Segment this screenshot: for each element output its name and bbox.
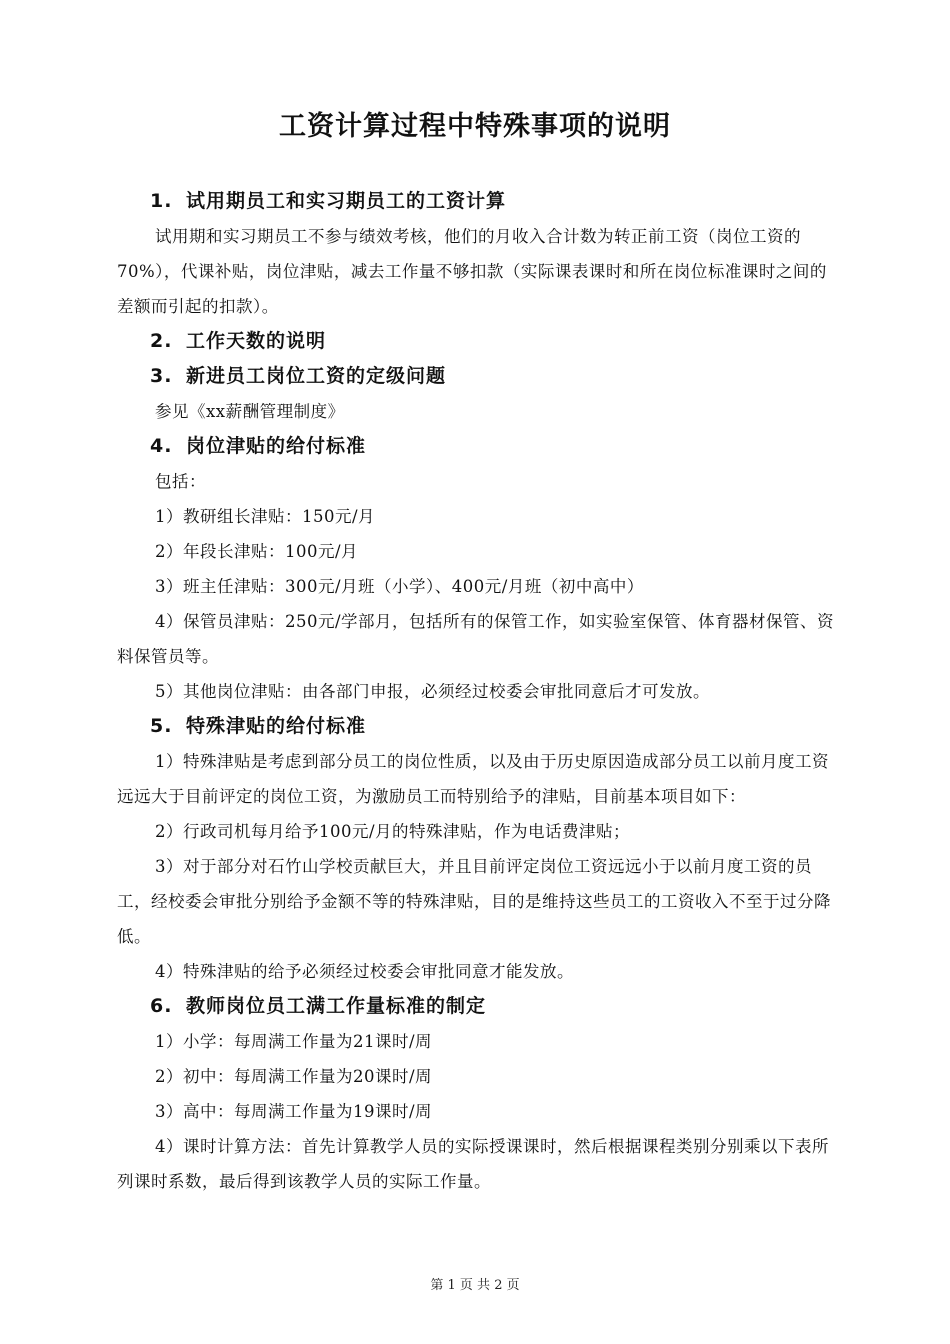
list-item: 3）高中：每周满工作量为19课时/周 xyxy=(155,1102,433,1121)
section-heading-text: 特殊津贴的给付标准 xyxy=(186,715,367,737)
list-item: 1）教研组长津贴：150元/月 xyxy=(155,507,376,526)
list-item: 4）保管员津贴：250元/学部月，包括所有的保管工作，如实验室保管、体育器材保管、资料保管员等。 xyxy=(117,612,835,666)
document-title: 工资计算过程中特殊事项的说明 xyxy=(279,111,671,142)
section-3-paragraph: 参见《xx薪酬管理制度》 xyxy=(155,402,345,421)
section-5-heading xyxy=(117,709,835,744)
section-number: 2. xyxy=(150,330,173,352)
page-footer: 第 1 页 共 2 页 xyxy=(430,1278,520,1293)
section-number: 4. xyxy=(150,435,173,457)
document-body xyxy=(117,184,835,1199)
section-6-heading xyxy=(117,989,835,1024)
section-1-heading xyxy=(117,184,835,219)
section-1-paragraph: 试用期和实习期员工不参与绩效考核，他们的月收入合计数为转正前工资（岗位工资的70%），代课补贴，岗位津贴，减去工作量不够扣款（实际课表课时和所在岗位标准课时之间的差额而引起的扣款）。 xyxy=(117,227,827,316)
section-number: 3. xyxy=(150,365,173,387)
section-4-intro: 包括： xyxy=(155,472,206,491)
list-item: 4）特殊津贴的给予必须经过校委会审批同意才能发放。 xyxy=(155,962,574,981)
list-item: 2）年段长津贴：100元/月 xyxy=(155,542,359,561)
section-number: 1. xyxy=(150,190,173,212)
section-heading-text: 试用期员工和实习期员工的工资计算 xyxy=(186,190,507,212)
list-item: 5）其他岗位津贴：由各部门申报，必须经过校委会审批同意后才可发放。 xyxy=(155,682,710,701)
section-heading-text: 岗位津贴的给付标准 xyxy=(186,435,367,457)
list-item: 4）课时计算方法：首先计算教学人员的实际授课课时，然后根据课程类别分别乘以下表所列课时系数，最后得到该教学人员的实际工作量。 xyxy=(117,1137,829,1191)
section-2-heading xyxy=(117,324,835,359)
list-item: 2）行政司机每月给予100元/月的特殊津贴，作为电话费津贴； xyxy=(155,822,631,841)
list-item: 2）初中：每周满工作量为20课时/周 xyxy=(155,1067,433,1086)
list-item: 3）班主任津贴：300元/月班（小学）、400元/月班（初中高中） xyxy=(155,577,644,596)
section-heading-text: 教师岗位员工满工作量标准的制定 xyxy=(186,995,487,1017)
section-number: 6. xyxy=(150,995,173,1017)
section-heading-text: 新进员工岗位工资的定级问题 xyxy=(186,365,447,387)
list-item: 3）对于部分对石竹山学校贡献巨大，并且目前评定岗位工资远远小于以前月度工资的员工，经校委会审批分别给予金额不等的特殊津贴，目的是维持这些员工的工资收入不至于过分降低。 xyxy=(117,857,831,946)
section-heading-text: 工作天数的说明 xyxy=(186,330,327,352)
list-item: 1）小学：每周满工作量为21课时/周 xyxy=(155,1032,433,1051)
section-3-heading xyxy=(117,359,835,394)
section-4-heading xyxy=(117,429,835,464)
list-item: 1）特殊津贴是考虑到部分员工的岗位性质，以及由于历史原因造成部分员工以前月度工资远远大于目前评定的岗位工资，为激励员工而特别给予的津贴，目前基本项目如下： xyxy=(117,752,829,806)
section-number: 5. xyxy=(150,715,173,737)
